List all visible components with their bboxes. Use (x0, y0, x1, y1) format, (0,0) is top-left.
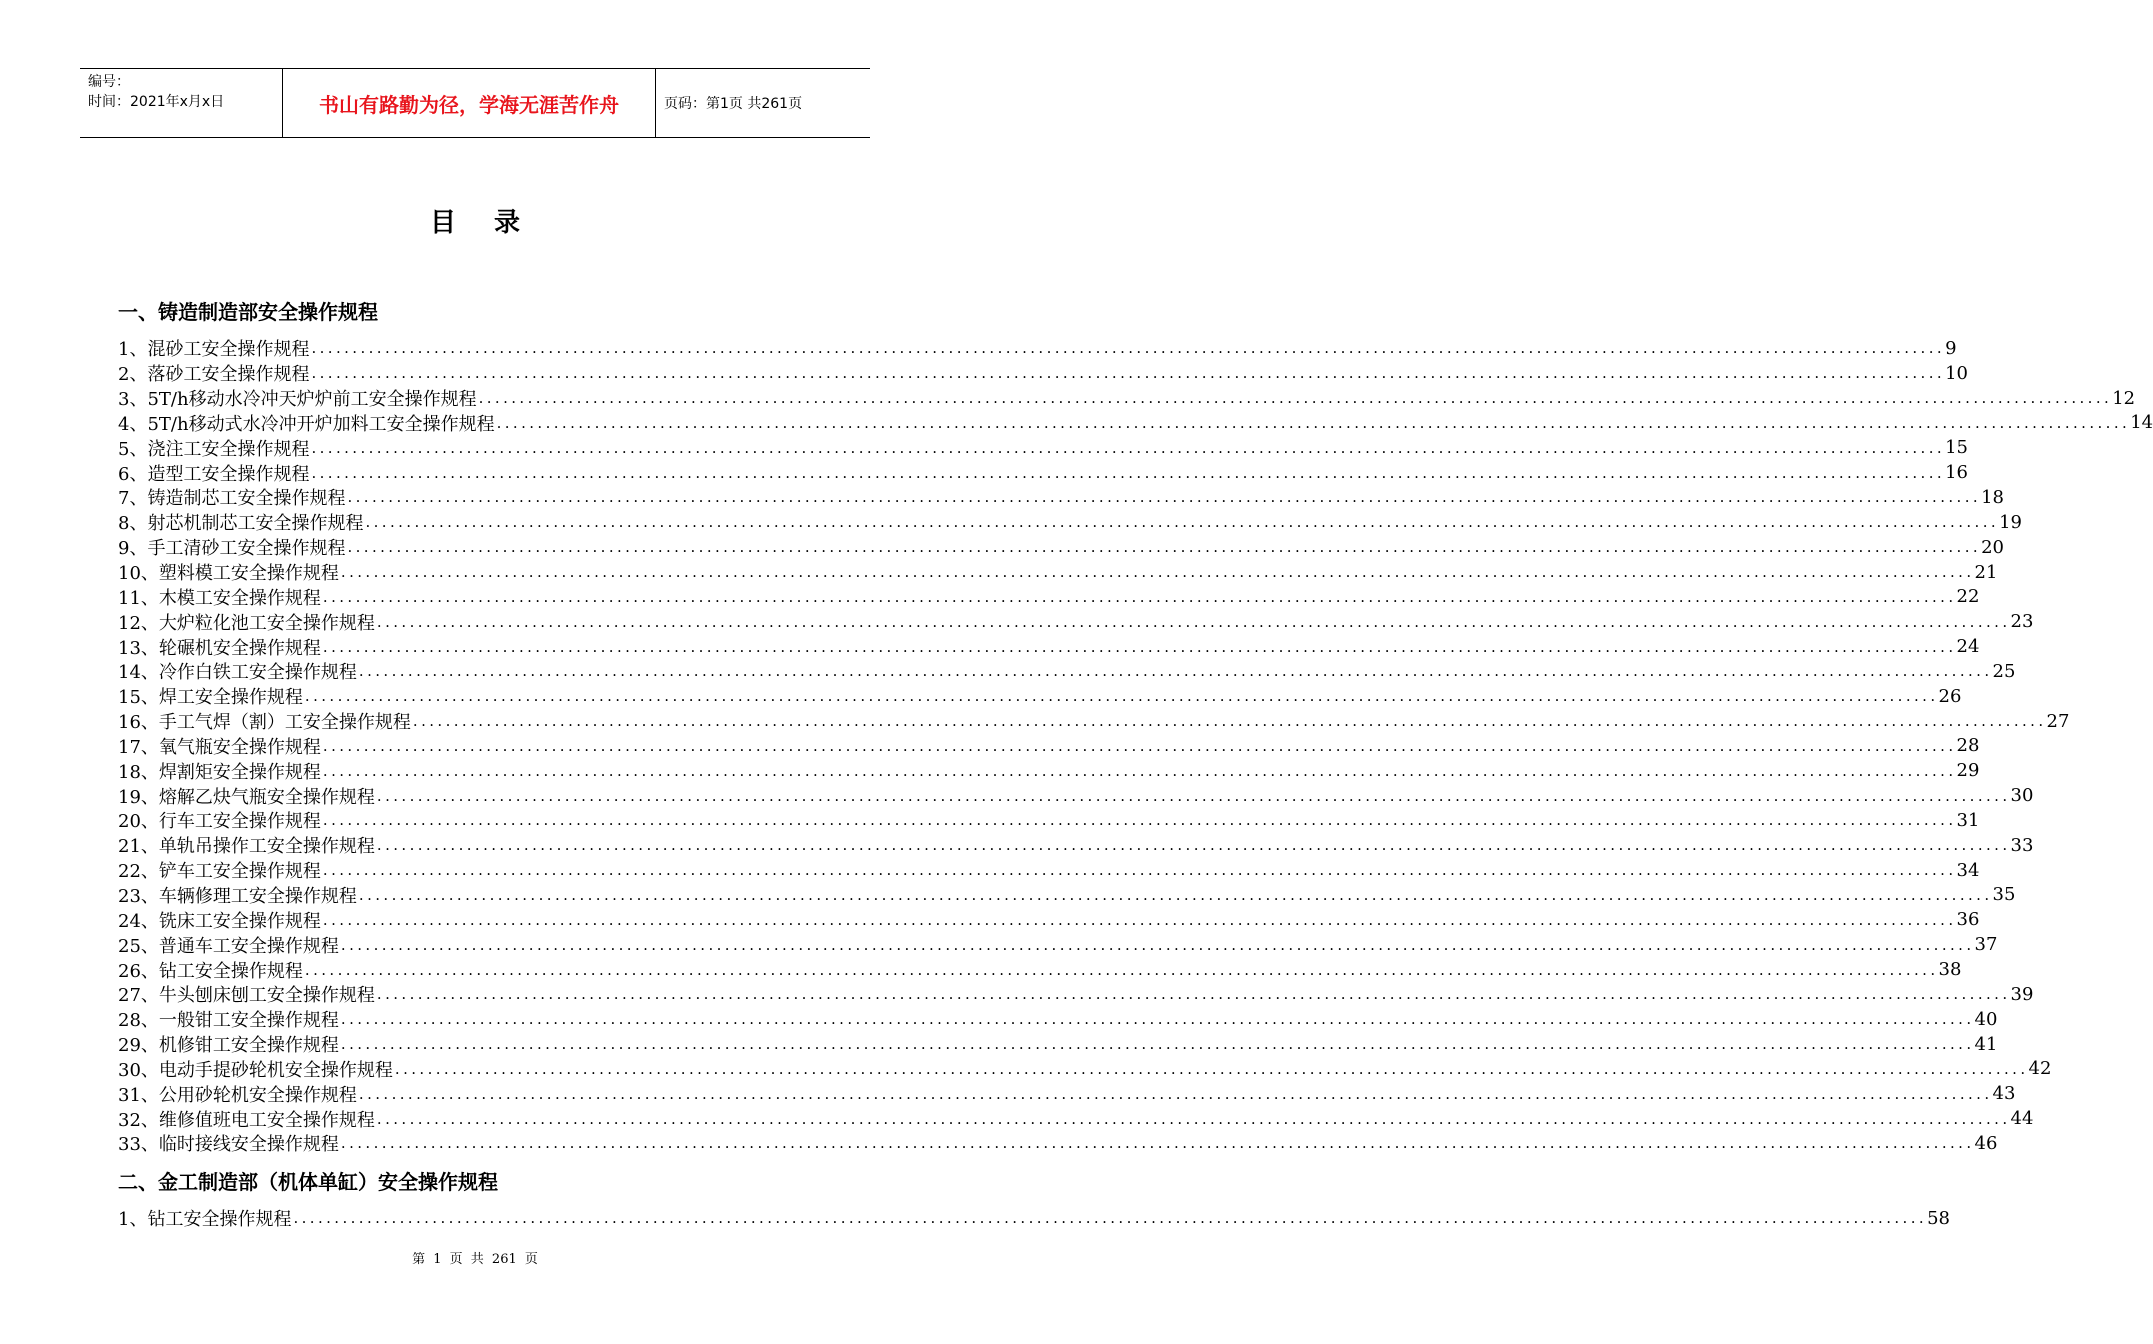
toc-entry[interactable] (118, 858, 1980, 883)
toc-entry-label: 4、5T/h移动式水冷冲开炉加料工安全操作规程 (118, 413, 495, 435)
serial-label: 编号： (88, 74, 130, 90)
dot-leader: ........................................................................................................................................................................................................ (293, 1209, 1928, 1228)
dot-leader: ........................................................................................................................................................................................................ (340, 1010, 1975, 1029)
toc-entry-page: 40 (1974, 1008, 1998, 1030)
toc-entry-label: 33、临时接线安全操作规程 (118, 1134, 339, 1156)
toc-entry-page: 58 (1927, 1207, 1950, 1229)
section-heading-2: 二、金工制造部（机体单缸）安全操作规程 (118, 1170, 498, 1194)
dot-leader: ........................................................................................................................................................................................................ (376, 1109, 2011, 1128)
toc-entry-page: 42 (2028, 1058, 2052, 1080)
toc-entry-page: 15 (1945, 437, 1968, 459)
toc-entry-page: 14 (2130, 412, 2153, 434)
toc-entry-label: 20、行车工安全操作规程 (118, 811, 321, 833)
page-title: 目录 (429, 208, 558, 238)
toc-entry-page: 34 (1956, 859, 1980, 881)
toc-entry[interactable] (118, 833, 2034, 858)
toc-entry-label: 22、铲车工安全操作规程 (118, 861, 321, 883)
dot-leader: ........................................................................................................................................................................................................ (322, 861, 1957, 880)
toc-entry-label: 13、轮碾机安全操作规程 (118, 637, 321, 659)
dot-leader: ........................................................................................................................................................................................................ (365, 513, 2000, 532)
toc-entry-page: 23 (2010, 611, 2034, 633)
toc-entry[interactable] (118, 361, 1968, 386)
section-heading-1: 一、铸造制造部安全操作规程 (118, 300, 378, 324)
toc-entry[interactable] (118, 907, 1980, 932)
header-page-info: 页码：第1页 共261页 (664, 96, 803, 112)
toc-entry[interactable] (118, 1106, 2034, 1131)
toc-entry-page: 16 (1945, 462, 1968, 484)
header-motto: 书山有路勤为径，学海无涯苦作舟 (283, 69, 656, 137)
toc-entry-label: 14、冷作白铁工安全操作规程 (118, 662, 357, 684)
header-meta (80, 69, 283, 137)
toc-entry[interactable] (118, 1081, 2016, 1106)
toc-entry-label: 21、单轨吊操作工安全操作规程 (118, 836, 375, 858)
toc-entry-label: 25、普通车工安全操作规程 (118, 935, 339, 957)
toc-entry-page: 41 (1974, 1033, 1998, 1055)
toc-entry-label: 9、手工清砂工安全操作规程 (118, 538, 346, 560)
toc-entry[interactable] (118, 659, 2016, 684)
toc-entry[interactable] (118, 336, 1957, 361)
toc-entry-page: 9 (1945, 337, 1957, 359)
toc-entry-page: 20 (1981, 536, 2004, 558)
toc-entry-page: 38 (1938, 959, 1962, 981)
dot-leader: ........................................................................................................................................................................................................ (322, 587, 1957, 606)
toc-entry-page: 37 (1974, 934, 1998, 956)
dot-leader: ........................................................................................................................................................................................................ (376, 612, 2011, 631)
dot-leader: ........................................................................................................................................................................................................ (376, 836, 2011, 855)
toc-entry-page: 29 (1956, 760, 1980, 782)
toc-entry-page: 19 (1999, 511, 2022, 533)
toc-entry-page: 30 (2010, 785, 2034, 807)
toc-entry[interactable] (118, 758, 1980, 783)
toc-entry-label: 1、混砂工安全操作规程 (118, 339, 310, 361)
toc-entry-label: 16、手工气焊（割）工安全操作规程 (118, 712, 411, 734)
dot-leader: ........................................................................................................................................................................................................ (358, 1084, 1993, 1103)
dot-leader: ........................................................................................................................................................................................................ (311, 463, 1946, 482)
dot-leader: ........................................................................................................................................................................................................ (322, 761, 1957, 780)
toc-entry-label: 30、电动手提砂轮机安全操作规程 (118, 1059, 393, 1081)
dot-leader: ........................................................................................................................................................................................................ (311, 438, 1946, 457)
toc-entry[interactable] (118, 535, 2004, 560)
toc-entry-label: 23、车辆修理工安全操作规程 (118, 885, 357, 907)
toc-entry[interactable] (118, 386, 2136, 411)
toc-entry-page: 35 (1992, 884, 2016, 906)
toc-entry[interactable] (118, 957, 1962, 982)
dot-leader: ........................................................................................................................................................................................................ (478, 389, 2113, 408)
toc-entry-label: 31、公用砂轮机安全操作规程 (118, 1084, 357, 1106)
toc-entry-page: 25 (1992, 660, 2016, 682)
toc-entry[interactable] (118, 684, 1962, 709)
toc-entry-page: 22 (1956, 586, 1980, 608)
toc-entry[interactable] (118, 485, 2004, 510)
toc-entry-label: 26、钻工安全操作规程 (118, 960, 303, 982)
toc-entry-page: 12 (2112, 387, 2136, 409)
toc-entry-label: 32、维修值班电工安全操作规程 (118, 1109, 375, 1131)
toc-entry[interactable] (118, 1206, 1950, 1231)
toc-entry[interactable] (118, 411, 2153, 436)
toc-entry-page: 24 (1956, 636, 1980, 658)
dot-leader: ........................................................................................................................................................................................................ (311, 364, 1946, 383)
dot-leader: ........................................................................................................................................................................................................ (322, 736, 1957, 755)
dot-leader: ........................................................................................................................................................................................................ (412, 712, 2047, 731)
toc-entry-label: 27、牛头刨床刨工安全操作规程 (118, 985, 375, 1007)
dot-leader: ........................................................................................................................................................................................................ (347, 538, 1982, 557)
dot-leader: ........................................................................................................................................................................................................ (340, 1035, 1975, 1054)
toc-entry-page: 33 (2010, 834, 2034, 856)
toc-entry-label: 15、焊工安全操作规程 (118, 687, 303, 709)
toc-entry[interactable] (118, 1032, 1998, 1057)
date-line: 时间：2021年x月x日 (88, 94, 225, 110)
toc-entry-page: 31 (1956, 809, 1980, 831)
toc-entry-page: 27 (2046, 710, 2070, 732)
toc-entry[interactable] (118, 460, 1968, 485)
toc-list-2 (118, 1206, 1950, 1231)
toc-entry-label: 5、浇注工安全操作规程 (118, 438, 310, 460)
toc-entry-label: 7、铸造制芯工安全操作规程 (118, 488, 346, 510)
dot-leader: ........................................................................................................................................................................................................ (358, 662, 1993, 681)
dot-leader: ........................................................................................................................................................................................................ (394, 1059, 2029, 1078)
toc-entry[interactable] (118, 435, 1968, 460)
toc-entry[interactable] (118, 609, 2034, 634)
toc-entry[interactable] (118, 883, 2016, 908)
dot-leader: ........................................................................................................................................................................................................ (340, 563, 1975, 582)
toc-entry-label: 2、落砂工安全操作规程 (118, 364, 310, 386)
page-footer: 第 1 页 共 261 页 (412, 1252, 538, 1267)
toc-entry-label: 1、钻工安全操作规程 (118, 1209, 292, 1231)
toc-entry-label: 11、木模工安全操作规程 (118, 587, 321, 609)
toc-entry-label: 19、熔解乙炔气瓶安全操作规程 (118, 786, 375, 808)
toc-entry-label: 18、焊割矩安全操作规程 (118, 761, 321, 783)
toc-list-1 (118, 336, 2153, 1156)
dot-leader: ........................................................................................................................................................................................................ (340, 1134, 1975, 1153)
toc-entry-page: 18 (1981, 486, 2004, 508)
toc-entry-page: 39 (2010, 983, 2034, 1005)
toc-entry[interactable] (118, 808, 1980, 833)
toc-entry-page: 26 (1938, 685, 1962, 707)
toc-entry-page: 28 (1956, 735, 1980, 757)
toc-entry[interactable] (118, 1007, 1998, 1032)
toc-entry[interactable] (118, 734, 1980, 759)
toc-entry-page: 46 (1974, 1132, 1998, 1154)
toc-entry-label: 8、射芯机制芯工安全操作规程 (118, 513, 364, 535)
toc-entry-label: 28、一般钳工安全操作规程 (118, 1010, 339, 1032)
toc-entry[interactable] (118, 510, 2022, 535)
dot-leader: ........................................................................................................................................................................................................ (358, 885, 1993, 904)
toc-entry-page: 44 (2010, 1108, 2034, 1130)
page-header (80, 68, 870, 138)
toc-entry-label: 17、氧气瓶安全操作规程 (118, 736, 321, 758)
dot-leader: ........................................................................................................................................................................................................ (376, 985, 2011, 1004)
toc-entry-label: 10、塑料模工安全操作规程 (118, 563, 339, 585)
dot-leader: ........................................................................................................................................................................................................ (322, 811, 1957, 830)
toc-entry[interactable] (118, 634, 1980, 659)
dot-leader: ........................................................................................................................................................................................................ (376, 786, 2011, 805)
toc-entry-label: 12、大炉粒化池工安全操作规程 (118, 612, 375, 634)
toc-entry[interactable] (118, 709, 2070, 734)
toc-entry[interactable] (118, 560, 1998, 585)
dot-leader: ........................................................................................................................................................................................................ (347, 488, 1982, 507)
toc-entry-label: 29、机修钳工安全操作规程 (118, 1035, 339, 1057)
toc-entry-label: 3、5T/h移动水冷冲天炉炉前工安全操作规程 (118, 389, 477, 411)
toc-entry-label: 6、造型工安全操作规程 (118, 463, 310, 485)
dot-leader: ........................................................................................................................................................................................................ (304, 687, 1939, 706)
toc-entry[interactable] (118, 783, 2034, 808)
toc-entry[interactable] (118, 584, 1980, 609)
toc-entry[interactable] (118, 1056, 2052, 1081)
toc-entry[interactable] (118, 932, 1998, 957)
toc-entry[interactable] (118, 1131, 1998, 1156)
toc-entry-page: 36 (1956, 909, 1980, 931)
dot-leader: ........................................................................................................................................................................................................ (340, 935, 1975, 954)
toc-entry-page: 10 (1945, 362, 1968, 384)
toc-entry-label: 24、铣床工安全操作规程 (118, 910, 321, 932)
dot-leader: ........................................................................................................................................................................................................ (304, 960, 1939, 979)
dot-leader: ........................................................................................................................................................................................................ (322, 910, 1957, 929)
toc-entry-page: 21 (1974, 561, 1998, 583)
toc-entry-page: 43 (1992, 1083, 2016, 1105)
dot-leader: ........................................................................................................................................................................................................ (496, 413, 2131, 432)
toc-entry[interactable] (118, 982, 2034, 1007)
dot-leader: ........................................................................................................................................................................................................ (311, 339, 1946, 358)
dot-leader: ........................................................................................................................................................................................................ (322, 637, 1957, 656)
